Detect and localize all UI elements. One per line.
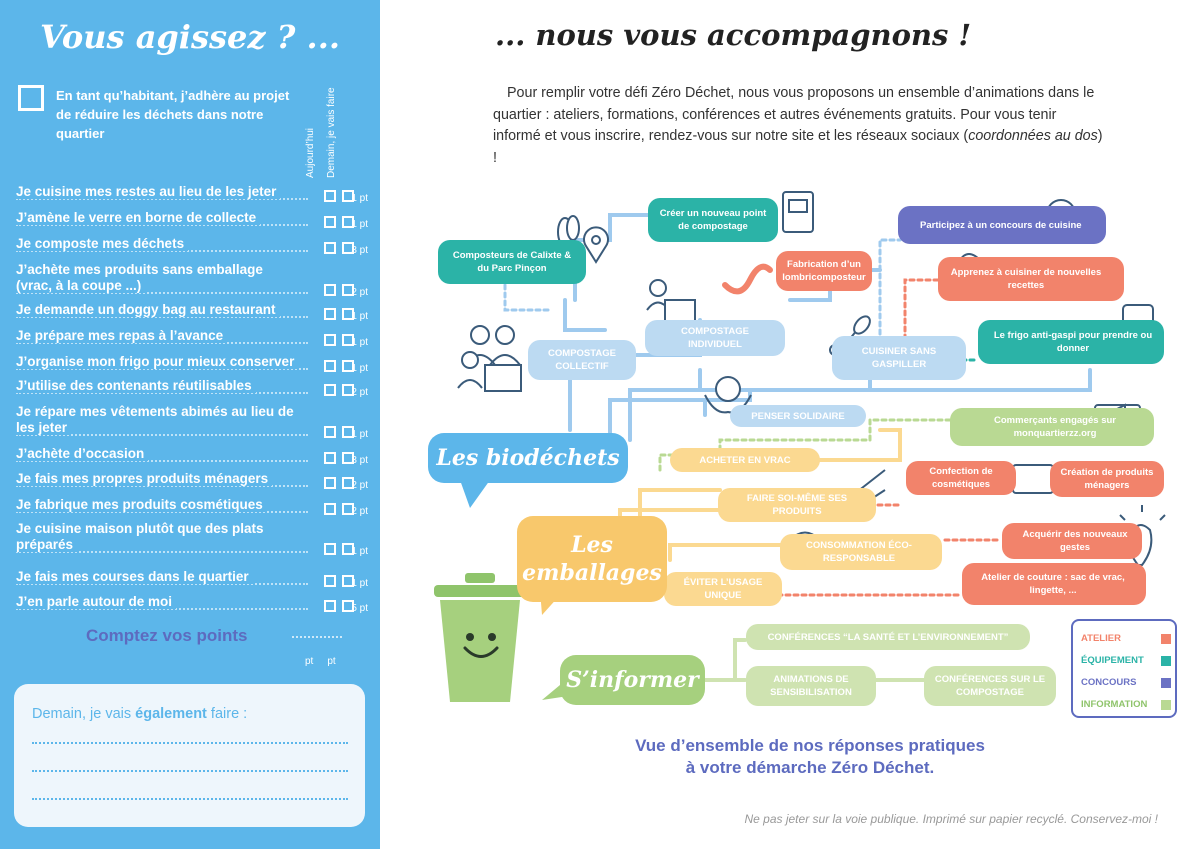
tomorrow-suffix: faire :	[210, 706, 248, 722]
legend-label: CONCOURS	[1081, 677, 1137, 688]
caption-line-2: à votre démarche Zéro Déchet.	[685, 758, 935, 777]
node-compostage-individuel: COMPOSTAGE INDIVIDUEL	[645, 320, 785, 356]
bubble-biodechets: Les biodéchets	[428, 433, 628, 483]
action-label: Je fabrique mes produits cosmétiques	[16, 497, 301, 513]
node-usage-unique: ÉVITER L’USAGE UNIQUE	[664, 572, 782, 606]
action-points: 1 pt	[351, 193, 368, 204]
action-points: 3 pt	[351, 455, 368, 466]
node-couture: Atelier de couture : sac de vrac, lingette, ...	[962, 563, 1146, 605]
legend-swatch	[1161, 700, 1171, 710]
legend-item	[1081, 677, 1171, 688]
tomorrow-prefix: Demain, je vais	[32, 706, 132, 722]
action-label: J’en parle autour de moi	[16, 594, 301, 610]
action-points: 2 pt	[351, 506, 368, 517]
column-today: Aujourd’hui	[305, 127, 316, 178]
action-points: 1 pt	[351, 311, 368, 322]
action-label: Je prépare mes repas à l’avance	[16, 328, 301, 344]
legend-item	[1081, 699, 1171, 710]
node-composteurs: Composteurs de Calixte & du Parc Pinçon	[438, 240, 586, 284]
intro-italic: coordonnées au dos	[968, 128, 1098, 144]
node-animations: ANIMATIONS DE SENSIBILISATION	[746, 666, 876, 706]
legend-label: INFORMATION	[1081, 699, 1148, 710]
node-nouveaux-gestes: Acquérir des nouveaux gestes	[1002, 523, 1142, 559]
action-label: Je composte mes déchets	[16, 236, 301, 252]
action-points: 1 pt	[351, 546, 368, 557]
node-commercants: Commerçants engagés sur monquartierzz.org	[950, 408, 1154, 446]
action-label: J’achète d’occasion	[16, 446, 301, 462]
intro-text: Pour remplir votre défi Zéro Déchet, nous vous proposons un ensemble d’animations dans le quartier : ateliers, formations, conférences et autres événements gratuits. Pour vous tenir informé et vous inscrire, rendez-vous sur notre site et les réseaux sociaux (	[493, 85, 1095, 144]
intro-end: ) !	[493, 128, 1103, 166]
node-cosmetiques: Confection de cosmétiques	[906, 461, 1016, 495]
action-points: 5 pt	[351, 603, 368, 614]
node-conf-sante: CONFÉRENCES “LA SANTÉ ET L’ENVIRONNEMENT”	[746, 624, 1030, 650]
caption-line-1: Vue d’ensemble de nos réponses pratiques	[635, 736, 985, 755]
node-compostage-collectif: COMPOSTAGE COLLECTIF	[528, 340, 636, 380]
legend-label: ÉQUIPEMENT	[1081, 655, 1144, 666]
action-label: J’achète mes produits sans emballage (vrac, à la coupe ...)	[16, 262, 263, 293]
points-unit-tomorrow: pt	[327, 656, 336, 667]
action-label: J’organise mon frigo pour mieux conserver	[16, 354, 301, 370]
panel-title: Vous agissez ? ...	[40, 18, 340, 56]
node-recettes: Apprenez à cuisiner de nouvelles recettes	[938, 257, 1124, 301]
tomorrow-bold: également	[135, 706, 207, 722]
legend-swatch	[1161, 634, 1171, 644]
action-label: Je cuisine mes restes au lieu de les jeter	[16, 184, 301, 200]
action-label: J’utilise des contenants réutilisables	[16, 378, 301, 394]
action-label: Je répare mes vêtements abimés au lieu de les jeter	[16, 404, 294, 435]
action-points: 1 pt	[351, 363, 368, 374]
legend-swatch	[1161, 678, 1171, 688]
legend-item	[1081, 655, 1171, 666]
node-frigo: Le frigo anti-gaspi pour prendre ou donner	[978, 320, 1164, 364]
action-points: 1 pt	[351, 219, 368, 230]
action-label: Je fais mes propres produits ménagers	[16, 471, 301, 487]
pledge-text: En tant qu’habitant, j’adhère au projet de réduire les déchets dans notre quartier	[56, 88, 290, 141]
node-lombricomposteur: Fabrication d’un lombricomposteur	[776, 251, 872, 291]
legend	[1071, 619, 1177, 718]
node-conf-compostage: CONFÉRENCES SUR LE COMPOSTAGE	[924, 666, 1056, 706]
action-points: 1 pt	[351, 578, 368, 589]
action-points: 2 pt	[351, 387, 368, 398]
points-unit-today: pt	[305, 656, 314, 667]
node-penser-solidaire: PENSER SOLIDAIRE	[730, 405, 866, 427]
node-faire-soi-meme: FAIRE SOI-MÊME SES PRODUITS	[718, 488, 876, 522]
bubble-informer: S’informer	[560, 655, 705, 705]
action-points: 3 pt	[351, 245, 368, 256]
count-points-label: Comptez vos points	[86, 626, 248, 645]
action-label: J’amène le verre en borne de collecte	[16, 210, 301, 226]
legend-swatch	[1161, 656, 1171, 666]
diagram-caption	[560, 735, 1060, 779]
action-points: 1 pt	[351, 429, 368, 440]
action-points: 1 pt	[351, 337, 368, 348]
bubble-emballages: Les emballages	[517, 516, 667, 602]
action-label: Je fais mes courses dans le quartier	[16, 569, 301, 585]
node-acheter-vrac: ACHETER EN VRAC	[670, 448, 820, 472]
action-label: Je cuisine maison plutôt que des plats préparés	[16, 521, 264, 552]
action-label: Je demande un doggy bag au restaurant	[16, 302, 301, 318]
node-menagers: Création de produits ménagers	[1050, 461, 1164, 497]
node-consommation: CONSOMMATION ÉCO-RESPONSABLE	[780, 534, 942, 570]
column-tomorrow: Demain, je vais faire	[326, 87, 337, 178]
action-points: 2 pt	[351, 287, 368, 298]
node-cuisiner: CUISINER SANS GASPILLER	[832, 336, 966, 380]
node-concours-cuisine: Participez à un concours de cuisine	[898, 206, 1106, 244]
node-creer-compostage: Créer un nouveau point de compostage	[648, 198, 778, 242]
legend-label: ATELIER	[1081, 633, 1121, 644]
action-points: 2 pt	[351, 480, 368, 491]
footer-note: Ne pas jeter sur la voie publique. Imprimé sur papier recyclé. Conservez-moi !	[744, 812, 1158, 826]
legend-item	[1081, 633, 1171, 644]
page-title: ... nous vous accompagnons !	[495, 18, 972, 52]
